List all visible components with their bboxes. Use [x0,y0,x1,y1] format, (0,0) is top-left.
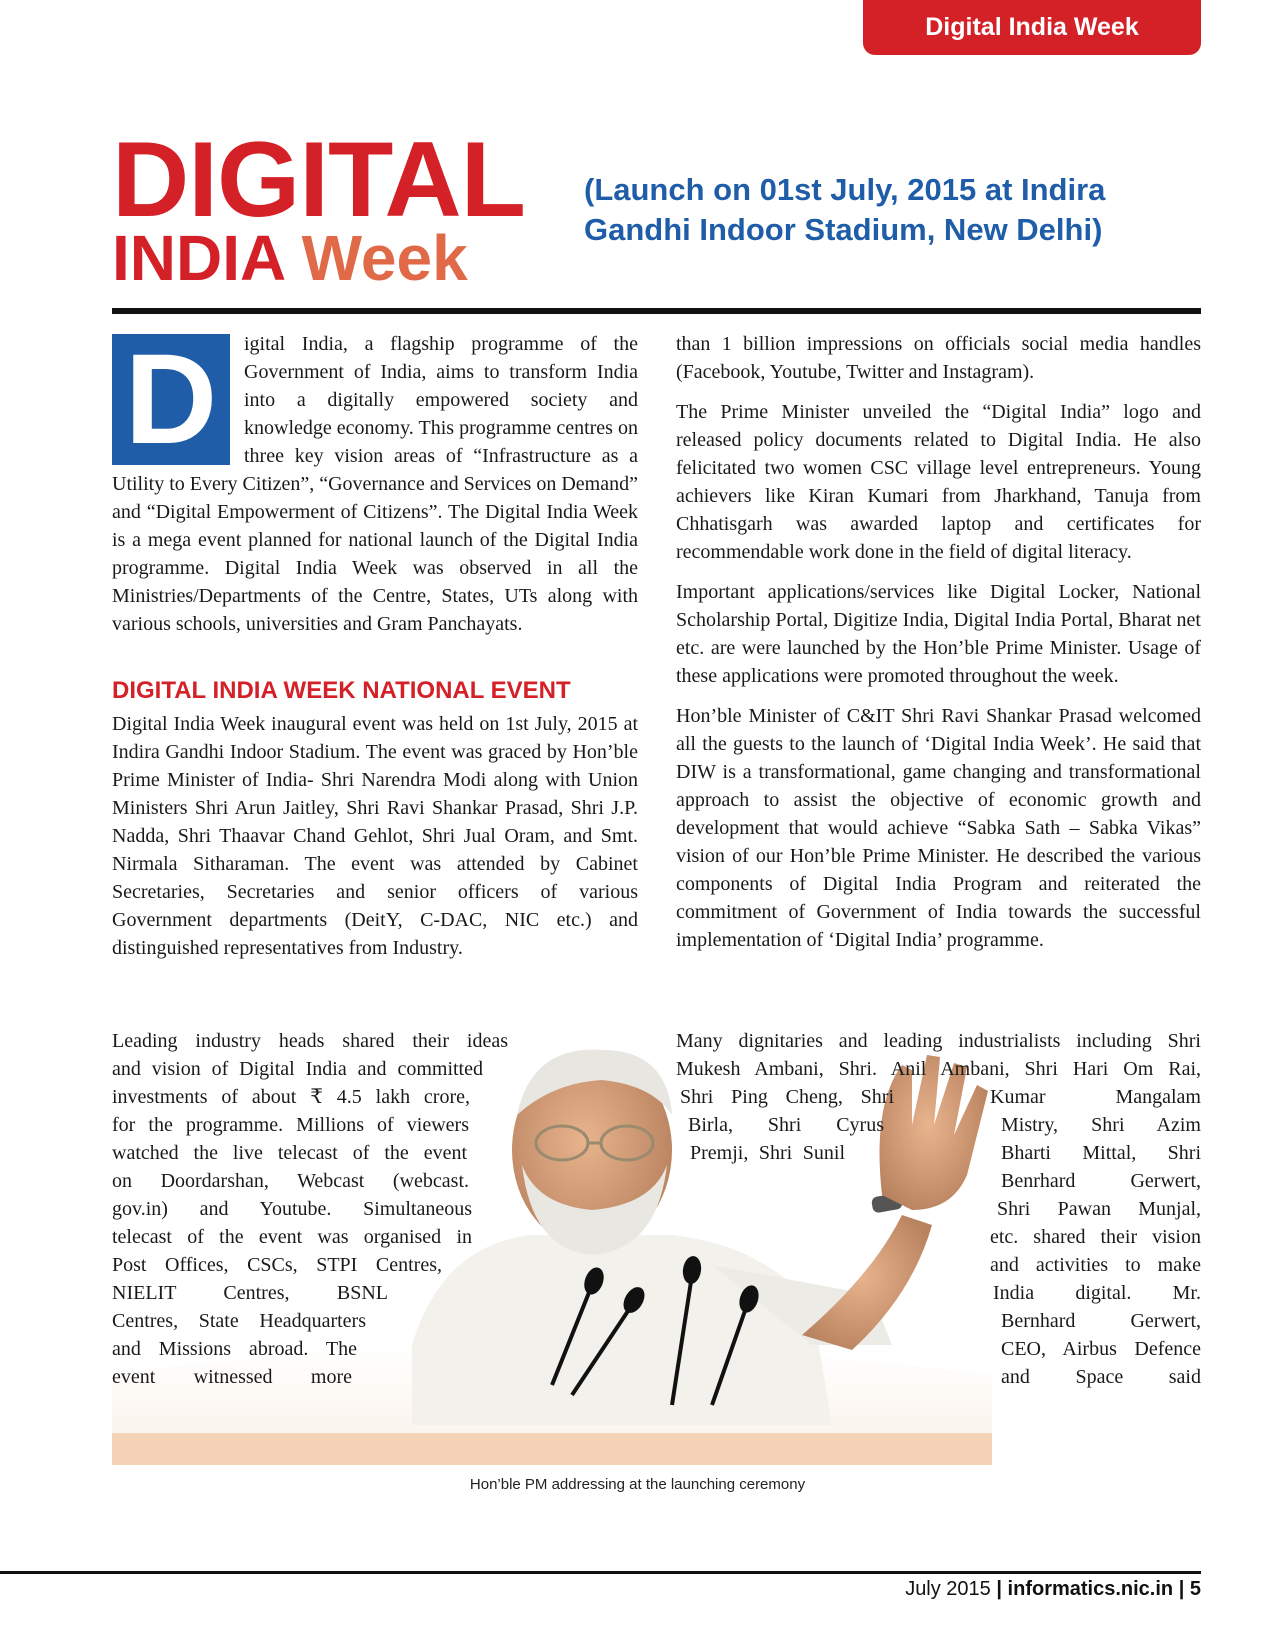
wrap-line: event witnessed more [112,1366,352,1388]
wrap-line: on Doordarshan, Webcast (webcast. [112,1170,469,1192]
wrap-line: for the programme. Millions of viewers [112,1114,469,1136]
title-divider [112,308,1201,314]
left-column [112,330,638,974]
wrap-line: gov.in) and Youtube. Simultaneous [112,1198,472,1220]
wrap-line: Shri Pawan Munjal, [997,1198,1201,1220]
wrap-line: Kumar Mangalam [990,1086,1201,1108]
footer-separator: | [1178,1578,1185,1600]
wrap-line: and vision of Digital India and committed [112,1058,483,1080]
wrap-line: Leading industry heads shared their ideas [112,1030,508,1052]
wrap-line: Mukesh Ambani, Shri. Anil Ambani, Shri Hari Om Rai, [676,1058,1201,1080]
title-digital: DIGITAL [112,119,526,239]
page-number: 5 [1189,1578,1201,1600]
wrap-line: investments of about ₹ 4.5 lakh crore, [112,1086,470,1108]
wrap-line: and Missions abroad. The [112,1338,357,1360]
wrap-line: NIELIT Centres, BSNL [112,1282,388,1304]
website-link[interactable]: informatics.nic.in [1007,1578,1174,1600]
right-side-text [990,1083,1201,1391]
event-paragraph: Digital India Week inaugural event was held on 1st July, 2015 at Indira Gandhi Indoor Stadium. The event was graced by Hon’ble Prime Minister of India- Shri Narendra Modi along with Union Ministers Shri Arun Jaitley, Shri Ravi Shankar Prasad, Shri J.P. Nadda, Shri Thaavar Chand Gehlot, Shri Jual Oram, and Smt. Nirmala Sitharaman. The event was attended by Cabinet Secretaries, Secretaries and senior officers of various Government departments (DeitY, C-DAC, NIC etc.) and distinguished representatives from Industry. [112,713,638,959]
drop-cap: D [112,334,230,465]
right-para5-top [676,1027,1201,1083]
wrap-line: Post Offices, CSCs, STPI Centres, [112,1254,442,1276]
wrap-line: Bernhard Gerwert, [1001,1310,1201,1332]
intro-paragraph [112,330,638,638]
right-paragraph: Hon’ble Minister of C&IT Shri Ravi Shankar Prasad welcomed all the guests to the launch of ‘Digital India Week’. He said that DIW is a transformational, game changing and transformational approach to assist the objective of economic growth and development that would achieve “Sabka Sath – Sabka Vikas” vision of our Hon’ble Prime Minister. He described the various components of Digital India Program and reiterated the commitment of Government of India towards the successful implementation of ‘Digital India’ programme. [676,705,1201,951]
photo-caption: Hon’ble PM addressing at the launching ceremony [469,1476,806,1493]
wrap-line: Benrhard Gerwert, [1001,1170,1201,1192]
wrap-line: etc. shared their vision [990,1226,1201,1248]
wrap-line: and activities to make [990,1254,1201,1276]
section-tab: Digital India Week [863,0,1201,55]
right-paragraph: Important applications/services like Digital Locker, National Scholarship Portal, Digitize India, Digital India Portal, Bharat net etc. are were launched by the Hon’ble Prime Minister. Usage of these applications were promoted throughout the week. [676,581,1201,687]
footer-separator: | [996,1578,1002,1600]
wrap-line: Birla, Shri Cyrus [688,1114,884,1136]
wrap-line: Bharti Mittal, Shri [1001,1142,1201,1164]
wrap-line: telecast of the event was organised in [112,1226,472,1248]
wrap-line: Premji, Shri Sunil [690,1142,845,1164]
wrap-line: Centres, State Headquarters [112,1310,366,1332]
wrap-line: Mistry, Shri Azim [1001,1114,1201,1136]
section-heading: DIGITAL INDIA WEEK NATIONAL EVENT [112,677,571,704]
title-india: INDIA [112,222,284,294]
title-india-week [112,222,468,294]
right-mid-text [680,1083,894,1167]
wrap-line: watched the live telecast of the event [112,1142,467,1164]
intro-text: igital India, a flagship programme of the Government of India, aims to transform India into a digitally empowered society and knowledge economy. This programme centres on three key vision areas of “Infrastructure as a Utility to Every Citizen”, “Governance and Services on Demand” and “Digital Empowerment of Citizens”. The Digital India Week is a mega event planned for national launch of the Digital India programme. Digital India Week was observed in all the Ministries/Departments of the Centre, States, UTs along with various schools, universities and Gram Panchayats. [112,333,638,635]
wrap-left-text [112,1027,508,1391]
launch-subtitle: (Launch on 01st July, 2015 at Indira Gandhi Indoor Stadium, New Delhi) [584,172,1106,247]
wrap-line: Many dignitaries and leading industrialists including Shri [676,1030,1201,1052]
page-footer [905,1578,1201,1601]
right-paragraph: The Prime Minister unveiled the “Digital India” logo and released policy documents related to Digital India. He also felicitated two women CSC village level entrepreneurs. Young achievers like Kiran Kumari from Jharkhand, Tanuja from Chhatisgarh was awarded laptop and certificates for recommendable work done in the field of digital literacy. [676,401,1201,563]
wrap-line: Shri Ping Cheng, Shri [680,1086,894,1108]
wrap-line: CEO, Airbus Defence [1001,1338,1201,1360]
wrap-line: and Space said [1001,1366,1201,1388]
footer-divider [0,1571,1201,1574]
wrap-line: India digital. Mr. [993,1282,1201,1304]
title-week: Week [301,222,468,294]
right-paragraph: than 1 billion impressions on officials social media handles (Facebook, Youtube, Twitter and Instagram). [676,333,1201,383]
issue-date: July 2015 [905,1578,991,1600]
right-column [676,330,1201,966]
